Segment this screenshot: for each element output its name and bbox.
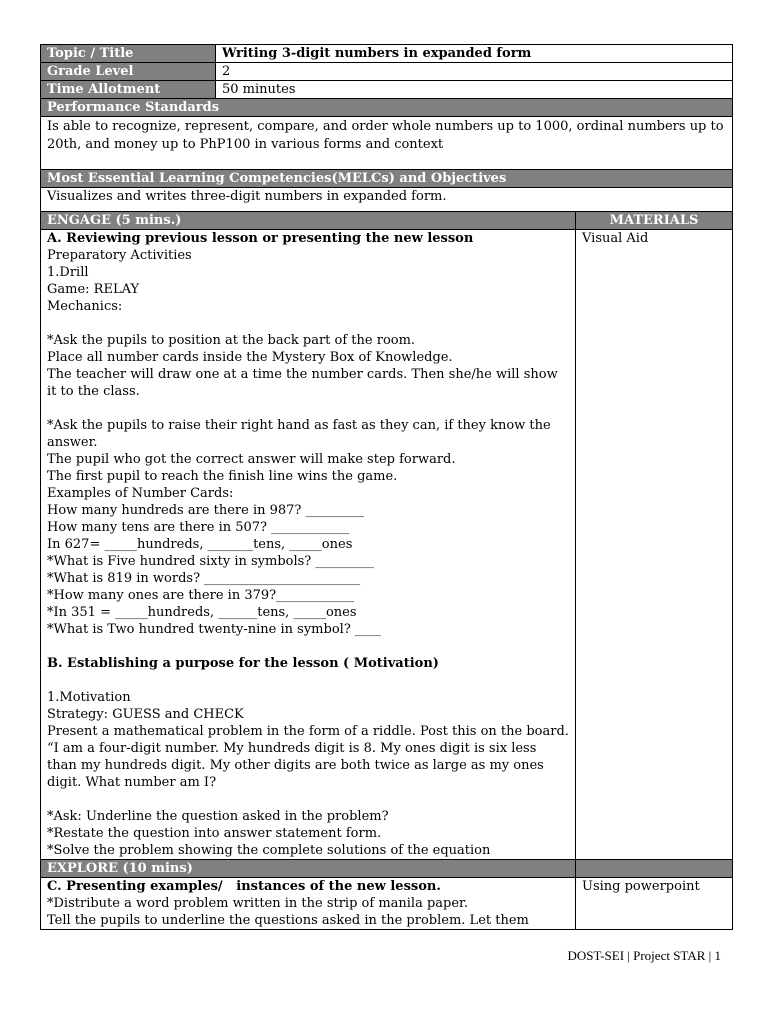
topic-label: Topic / Title	[41, 45, 216, 63]
section-b-body	[47, 672, 569, 859]
text-line: Preparatory Activities	[47, 248, 192, 263]
melc-heading: Most Essential Learning Competencies(MELCs) and Objectives	[41, 170, 733, 188]
time-label: Time Allotment	[41, 81, 216, 99]
performance-heading: Performance Standards	[41, 99, 733, 117]
text-line: *Solve the problem showing the complete solutions of the equation	[47, 843, 491, 858]
text-line	[47, 672, 569, 689]
engage-heading: ENGAGE (5 mins.)	[41, 212, 576, 230]
text-line	[47, 791, 569, 808]
engage-content	[41, 230, 576, 860]
section-c-body	[47, 895, 569, 929]
text-line: *Ask the pupils to raise their right hand as fast as they can, if they know the answer.	[47, 418, 555, 450]
text-line: *What is Five hundred sixty in symbols? _________	[47, 554, 374, 569]
text-line: Mechanics:	[47, 299, 123, 314]
text-line: *Ask: Underline the question asked in the problem?	[47, 809, 389, 824]
explore-heading-row	[41, 860, 733, 878]
topic-row	[41, 45, 733, 63]
text-line: Game: RELAY	[47, 282, 140, 297]
text-line: *What is Two hundred twenty-nine in symbol? ____	[47, 622, 381, 637]
section-a-title: A. Reviewing previous lesson or presenting the new lesson	[47, 231, 474, 246]
materials-heading: MATERIALS	[576, 212, 733, 230]
grade-label: Grade Level	[41, 63, 216, 81]
explore-material: Using powerpoint	[576, 878, 733, 930]
text-line: The first pupil to reach the finish line wins the game.	[47, 469, 398, 484]
grade-row	[41, 63, 733, 81]
time-value: 50 minutes	[216, 81, 733, 99]
section-a-body	[47, 247, 569, 655]
section-c-title: C. Presenting examples/ instances of the new lesson.	[47, 879, 441, 894]
text-line: Examples of Number Cards:	[47, 486, 234, 501]
melc-heading-row	[41, 170, 733, 188]
text-line: *How many ones are there in 379?____________	[47, 588, 355, 603]
text-line: In 627= _____hundreds, _______tens, _____ones	[47, 537, 353, 552]
text-line: The pupil who got the correct answer will make step forward.	[47, 452, 456, 467]
text-line: *What is 819 in words? ________________________	[47, 571, 361, 586]
text-line: Present a mathematical problem in the form of a riddle. Post this on the board.	[47, 724, 569, 739]
explore-content-row	[41, 878, 733, 930]
text-line: *Restate the question into answer statement form.	[47, 826, 382, 841]
text-line: How many hundreds are there in 987? _________	[47, 503, 365, 518]
melc-text-row	[41, 188, 733, 212]
text-line: *In 351 = _____hundreds, ______tens, _____ones	[47, 605, 357, 620]
melc-text: Visualizes and writes three-digit numbers in expanded form.	[41, 188, 733, 212]
performance-heading-row	[41, 99, 733, 117]
explore-content	[41, 878, 576, 930]
text-line: 1.Motivation	[47, 690, 131, 705]
grade-value: 2	[216, 63, 733, 81]
text-line: Place all number cards inside the Mystery Box of Knowledge.	[47, 350, 453, 365]
text-line: 1.Drill	[47, 265, 89, 280]
text-line	[47, 638, 569, 655]
page-footer: DOST-SEI | Project STAR | 1	[567, 948, 721, 963]
engage-content-row	[41, 230, 733, 860]
text-line	[47, 315, 569, 332]
time-row	[41, 81, 733, 99]
text-line	[47, 400, 569, 417]
text-line: *Distribute a word problem written in the strip of manila paper.	[47, 896, 468, 911]
explore-heading-spacer	[576, 860, 733, 878]
lesson-plan-table	[40, 44, 733, 930]
engage-material: Visual Aid	[576, 230, 733, 860]
text-line: The teacher will draw one at a time the number cards. Then she/he will show it to the class.	[47, 367, 562, 399]
lesson-plan-document	[40, 44, 732, 930]
performance-text-row	[41, 117, 733, 170]
text-line: Strategy: GUESS and CHECK	[47, 707, 244, 722]
text-line: “I am a four-digit number. My hundreds digit is 8. My ones digit is six less than my hundreds digit. My other digits are both twice as large as my ones digit. What number am I?	[47, 741, 548, 790]
performance-text: Is able to recognize, represent, compare, and order whole numbers up to 1000, ordinal numbers up to 20th, and money up to PhP100 in various forms and context	[41, 117, 733, 170]
text-line: How many tens are there in 507? ____________	[47, 520, 350, 535]
topic-value: Writing 3-digit numbers in expanded form	[216, 45, 733, 63]
explore-heading: EXPLORE (10 mins)	[41, 860, 576, 878]
text-line: Tell the pupils to underline the questions asked in the problem. Let them	[47, 913, 529, 928]
engage-heading-row	[41, 212, 733, 230]
text-line: *Ask the pupils to position at the back part of the room.	[47, 333, 416, 348]
section-b-title: B. Establishing a purpose for the lesson ( Motivation)	[47, 656, 439, 671]
